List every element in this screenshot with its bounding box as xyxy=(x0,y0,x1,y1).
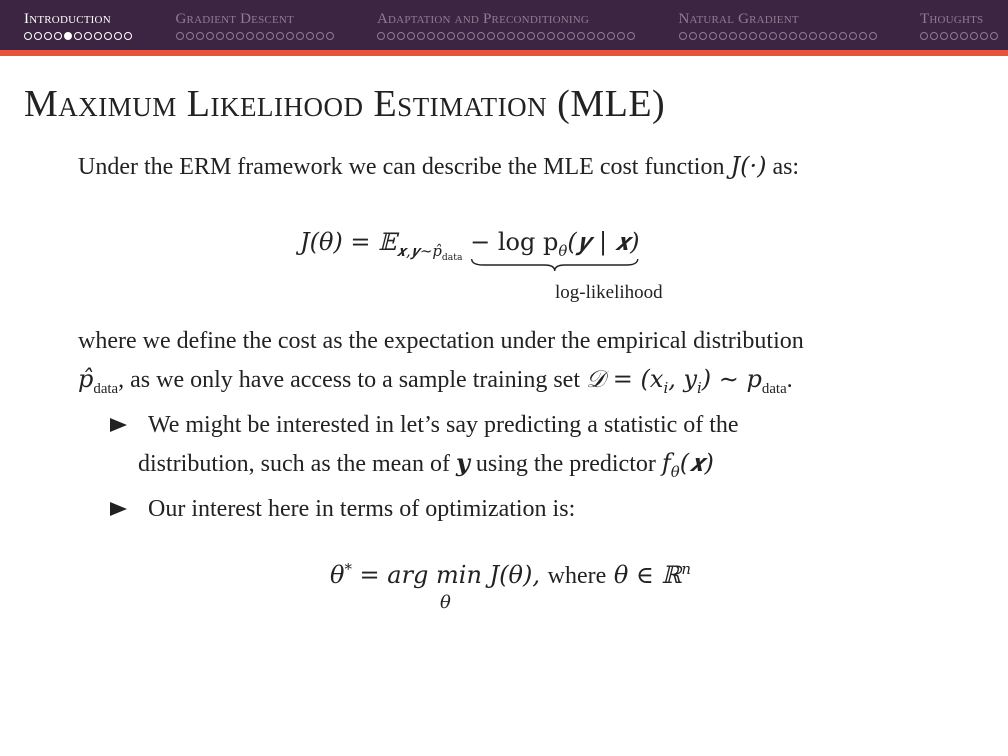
nav-section-title[interactable]: Adaptation and Preconditioning xyxy=(377,11,590,27)
slide-dot-icon[interactable] xyxy=(709,32,717,40)
bullet-item-2 xyxy=(110,490,575,528)
slide-dots xyxy=(920,32,998,40)
slide-dot-icon[interactable] xyxy=(24,32,32,40)
slide-dot-icon[interactable] xyxy=(246,32,254,40)
intro-paragraph xyxy=(78,147,799,186)
nav-section-introduction[interactable] xyxy=(24,0,132,50)
slide-dot-icon[interactable] xyxy=(236,32,244,40)
slide-dot-icon[interactable] xyxy=(196,32,204,40)
nav-section-title[interactable]: Gradient Descent xyxy=(175,11,294,27)
slide-dot-icon[interactable] xyxy=(377,32,385,40)
eq1-subsub: data xyxy=(441,251,463,263)
slide-dot-icon[interactable] xyxy=(679,32,687,40)
slide-dot-icon[interactable] xyxy=(537,32,545,40)
triangle-bullet-icon xyxy=(110,418,127,432)
bullet-1-line-2: distribution, such as the mean of 𝒚 using the predictor $f_\theta(𝒙)$ xyxy=(138,448,714,481)
slide-dot-icon[interactable] xyxy=(417,32,425,40)
p-hat: p̂ xyxy=(78,365,94,393)
slide-dot-icon[interactable] xyxy=(627,32,635,40)
slide-dot-icon[interactable] xyxy=(739,32,747,40)
slide-dot-icon[interactable] xyxy=(306,32,314,40)
nav-section-title[interactable]: Thoughts xyxy=(920,11,984,27)
slide-dot-icon[interactable] xyxy=(799,32,807,40)
slide-dot-icon[interactable] xyxy=(34,32,42,40)
slide-dot-icon[interactable] xyxy=(296,32,304,40)
current-slide-dot-icon[interactable] xyxy=(64,32,72,40)
slide-dot-icon[interactable] xyxy=(397,32,405,40)
eq2-where: where xyxy=(547,563,607,589)
slide-dot-icon[interactable] xyxy=(719,32,727,40)
argmin-subscript: θ xyxy=(440,592,451,613)
where-line-1: where we define the cost as the expectation under the empirical distribution xyxy=(78,328,804,354)
slide-dot-icon[interactable] xyxy=(186,32,194,40)
slide-dot-icon[interactable] xyxy=(759,32,767,40)
slide-dot-icon[interactable] xyxy=(809,32,817,40)
slide-dot-icon[interactable] xyxy=(206,32,214,40)
slide-dot-icon[interactable] xyxy=(567,32,575,40)
eq2-tail: θ ∈ ℝ xyxy=(613,561,682,589)
slide-title: Maximum Likelihood Estimation (MLE) xyxy=(24,83,666,125)
slide-dot-icon[interactable] xyxy=(114,32,122,40)
eq2-lhs: θ xyxy=(330,561,345,589)
slide-dot-icon[interactable] xyxy=(930,32,938,40)
slide-dot-icon[interactable] xyxy=(276,32,284,40)
eq1-rhs-tail: (𝒚 | 𝒙) xyxy=(567,228,640,256)
slide-dot-icon[interactable] xyxy=(94,32,102,40)
slide-dot-icon[interactable] xyxy=(74,32,82,40)
slide-dot-icon[interactable] xyxy=(427,32,435,40)
slide-dot-icon[interactable] xyxy=(789,32,797,40)
slide-dot-icon[interactable] xyxy=(729,32,737,40)
slide-dots xyxy=(679,32,877,40)
slide-dots xyxy=(24,32,132,40)
nav-section-thoughts[interactable] xyxy=(920,0,998,50)
slide-dot-icon[interactable] xyxy=(699,32,707,40)
nav-section-natural-gradient[interactable] xyxy=(679,0,877,50)
slide-dot-icon[interactable] xyxy=(547,32,555,40)
slide-dot-icon[interactable] xyxy=(869,32,877,40)
p-hat-sub: data xyxy=(93,380,119,397)
slide-dot-icon[interactable] xyxy=(769,32,777,40)
slide-dot-icon[interactable] xyxy=(587,32,595,40)
slide-dot-icon[interactable] xyxy=(286,32,294,40)
eq2-mid: = arg min J(θ), xyxy=(351,561,540,589)
nav-section-title[interactable]: Natural Gradient xyxy=(678,11,799,27)
nav-section-adaptation-and-preconditioning[interactable] xyxy=(377,0,635,50)
p-data-sub: data xyxy=(761,380,787,397)
slide-dot-icon[interactable] xyxy=(84,32,92,40)
slide-dot-icon[interactable] xyxy=(477,32,485,40)
eq1-lhs: J(θ) = 𝔼 xyxy=(300,228,397,256)
slide-dot-icon[interactable] xyxy=(54,32,62,40)
eq1-sub: 𝒙,𝒚∼p̂ xyxy=(396,241,442,260)
where-line-2-text: , as we only have access to a sample training set xyxy=(118,367,581,393)
slide-dot-icon[interactable] xyxy=(849,32,857,40)
equation-mle-cost xyxy=(300,228,640,263)
slide-dot-icon[interactable] xyxy=(457,32,465,40)
slide-dot-icon[interactable] xyxy=(960,32,968,40)
slide-dot-icon[interactable] xyxy=(407,32,415,40)
slide-dot-icon[interactable] xyxy=(990,32,998,40)
slide-dots xyxy=(377,32,635,40)
slide-dot-icon[interactable] xyxy=(970,32,978,40)
slide-dot-icon[interactable] xyxy=(326,32,334,40)
slide-dot-icon[interactable] xyxy=(226,32,234,40)
slide-dot-icon[interactable] xyxy=(597,32,605,40)
slide-dot-icon[interactable] xyxy=(507,32,515,40)
slide-dot-icon[interactable] xyxy=(617,32,625,40)
slide-dot-icon[interactable] xyxy=(859,32,867,40)
accent-bar xyxy=(0,50,1008,56)
slide-dot-icon[interactable] xyxy=(689,32,697,40)
underbrace-icon xyxy=(470,258,639,272)
eq2-lhs-sup: * xyxy=(344,560,352,578)
triangle-bullet-icon xyxy=(110,502,127,516)
slide-dots xyxy=(176,32,334,40)
slide-dot-icon[interactable] xyxy=(920,32,928,40)
dataset-math: 𝒟 = ($x_i$, $y_i$) ∼ p xyxy=(586,365,762,397)
slide-dot-icon[interactable] xyxy=(316,32,324,40)
slide-dot-icon[interactable] xyxy=(256,32,264,40)
slide-dot-icon[interactable] xyxy=(104,32,112,40)
bullet-item-1 xyxy=(110,406,739,491)
eq1-rhs-sub: θ xyxy=(558,241,568,260)
slide-dot-icon[interactable] xyxy=(176,32,184,40)
slide-dot-icon[interactable] xyxy=(124,32,132,40)
slide-dot-icon[interactable] xyxy=(467,32,475,40)
nav-section-title[interactable]: Introduction xyxy=(24,11,111,27)
slide-dot-icon[interactable] xyxy=(577,32,585,40)
slide-dot-icon[interactable] xyxy=(517,32,525,40)
slide-dot-icon[interactable] xyxy=(829,32,837,40)
slide-dot-icon[interactable] xyxy=(779,32,787,40)
brace-label: log-likelihood xyxy=(555,282,663,303)
slide-dot-icon[interactable] xyxy=(940,32,948,40)
equation-argmin xyxy=(330,560,691,590)
intro-text: Under the ERM framework we can describe the MLE cost function xyxy=(78,154,725,180)
slide-dot-icon[interactable] xyxy=(497,32,505,40)
slide-dot-icon[interactable] xyxy=(447,32,455,40)
section-navigation xyxy=(0,0,1008,50)
bullet-2-text: Our interest here in terms of optimization is: xyxy=(148,496,576,522)
slide-dot-icon[interactable] xyxy=(950,32,958,40)
slide-dot-icon[interactable] xyxy=(839,32,847,40)
nav-section-gradient-descent[interactable] xyxy=(176,0,334,50)
slide-dot-icon[interactable] xyxy=(557,32,565,40)
bullet-1-line-1: We might be interested in let’s say predicting a statistic of the xyxy=(148,412,739,438)
slide-dot-icon[interactable] xyxy=(44,32,52,40)
slide-dot-icon[interactable] xyxy=(387,32,395,40)
intro-tail: as: xyxy=(772,154,800,180)
slide-dot-icon[interactable] xyxy=(437,32,445,40)
slide-dot-icon[interactable] xyxy=(980,32,988,40)
eq1-underbraced xyxy=(470,228,639,260)
slide-dot-icon[interactable] xyxy=(819,32,827,40)
eq2-tail-sup: n xyxy=(681,560,691,578)
where-line-2: $p̂_{data}$, as we only have access to a sample training set 𝒟 = ($x_i$, $y_i$) ∼ $p_{data}$. xyxy=(78,365,793,397)
slide-dot-icon[interactable] xyxy=(607,32,615,40)
slide-dot-icon[interactable] xyxy=(749,32,757,40)
intro-math: J(·) xyxy=(730,152,767,180)
slide-dot-icon[interactable] xyxy=(487,32,495,40)
slide-dot-icon[interactable] xyxy=(527,32,535,40)
eq1-rhs: − log p xyxy=(470,228,559,256)
slide-dot-icon[interactable] xyxy=(216,32,224,40)
slide-dot-icon[interactable] xyxy=(266,32,274,40)
